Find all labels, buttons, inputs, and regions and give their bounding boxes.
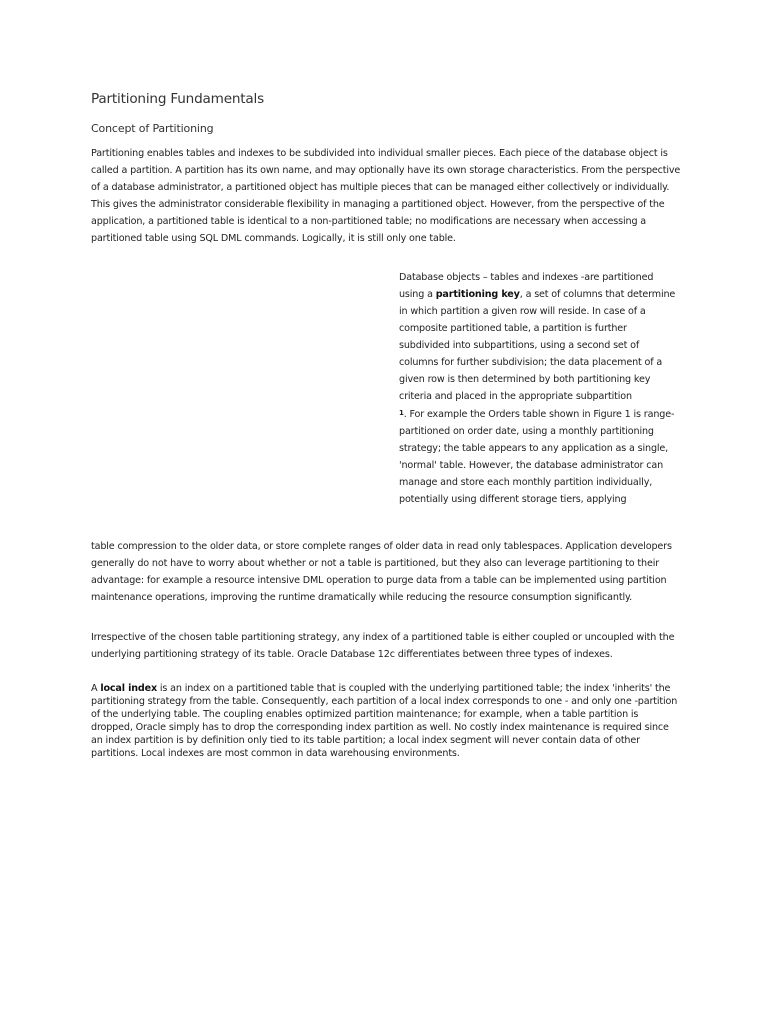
paragraph-partitioning-key (399, 269, 679, 508)
paragraph-text: Database objects – tables and indexes -are partitioned using a (399, 272, 654, 300)
paragraph-intro: Partitioning enables tables and indexes to be subdivided into individual smaller pieces. Each piece of the database object is called a partition. A partition has its own name, and may optionally have its own storage characteristics. From the perspective of a database administrator, a partitioned object has multiple pieces that can be managed either collectively or individually. This gives the administrator considerable flexibility in managing a partitioned object. However, from the perspective of the application, a partitioned table is identical to a non-partitioned table; no modifications are necessary when accessing a partitioned table using SQL DML commands. Logically, it is still only one table. (91, 148, 681, 244)
paragraph-text: . For example the Orders table shown in Figure 1 is range-partitioned on order date, using a monthly partitioning strategy; the table appears to any application as a single, 'normal' table. However, the database administrator can manage and store each monthly partition individually, potentially using different storage tiers, applying (399, 409, 675, 505)
paragraph-text: is an index on a partitioned table that is coupled with the underlying partitioned table; the index 'inherits' the partitioning strategy from the table. Consequently, each partition of a local index corresponds to one - and only one -partition of the underlying table. The coupling enables optimized partition maintenance; for example, when a table partition is dropped, Oracle simply has to drop the corresponding index partition as well. No costly index maintenance is required since an index partition is by definition only tied to its table partition; a local index segment will never contain data of other partitions. Local indexes are most common in data warehousing environments. (91, 683, 678, 759)
paragraph-text: , a set of columns that determine in which partition a given row will reside. In case of a composite partitioned table, a partition is further subdivided into subpartitions, using a second set of columns for further subdivision; the data placement of a given row is then determined by both partitioning key criteria and placed in the appropriate subpartition (399, 289, 676, 402)
section-heading: Concept of Partitioning (91, 122, 214, 135)
term-local-index: local index (100, 683, 158, 694)
paragraph-text: A (91, 683, 101, 694)
paragraph-index-types: Irrespective of the chosen table partitioning strategy, any index of a partitioned table is either coupled or uncoupled with the underlying partitioning strategy of its table. Oracle Database 12c differentiates between three types of indexes. (91, 632, 675, 660)
paragraph-local-index (91, 682, 681, 760)
paragraph-continuation: table compression to the older data, or store complete ranges of older data in read only tablespaces. Application developers generally do not have to worry about whether or not a table is partitioned, but they also can leverage partitioning to their advantage: for example a resource intensive DML operation to purge data from a table can be implemented using partition maintenance operations, improving the runtime dramatically while reducing the resource consumption significantly. (91, 541, 672, 603)
footnote-marker[interactable]: 1 (399, 409, 404, 417)
page-title: Partitioning Fundamentals (91, 91, 264, 107)
term-partitioning-key: partitioning key (435, 289, 520, 300)
